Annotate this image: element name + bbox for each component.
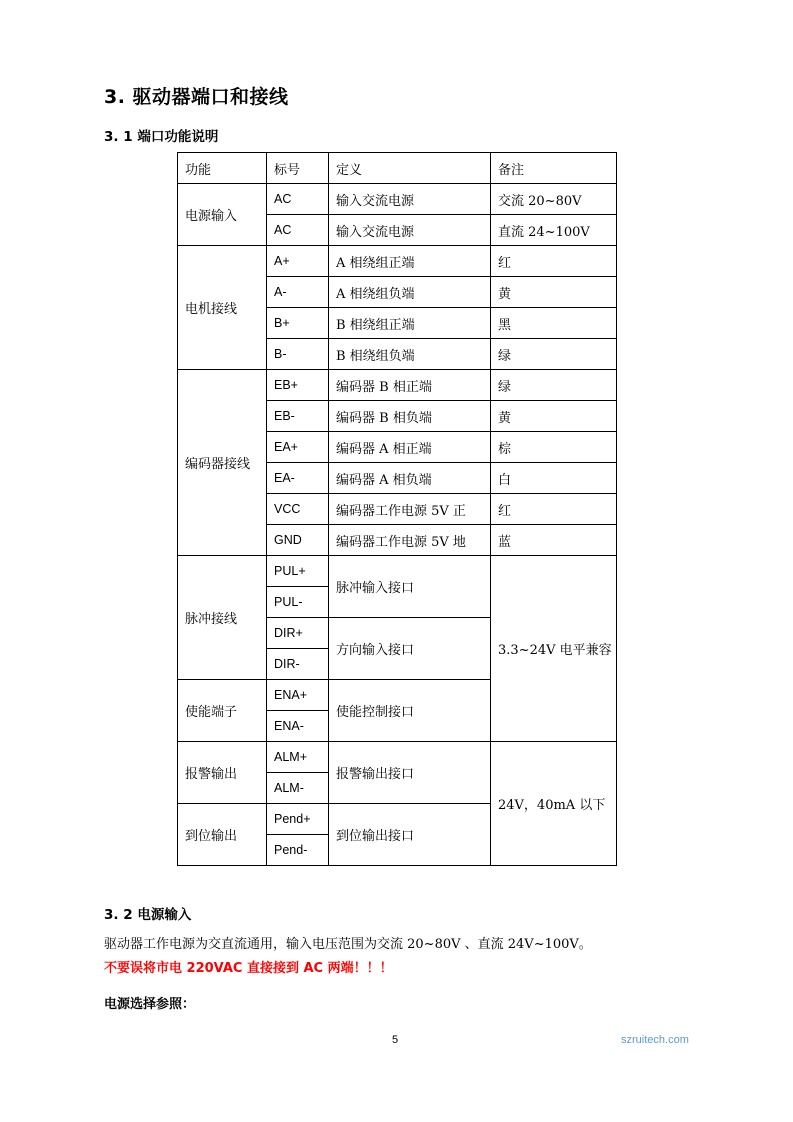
definition-cell: 编码器工作电源 5V 地 xyxy=(329,525,491,556)
page-number: 5 xyxy=(392,1034,399,1046)
function-cell: 到位输出 xyxy=(178,804,267,866)
function-cell: 电源输入 xyxy=(178,184,267,246)
label-cell: EA- xyxy=(267,463,329,494)
definition-cell: 输入交流电源 xyxy=(329,215,491,246)
mains-warning: 不要误将市电 220VAC 直接接到 AC 两端！！！ xyxy=(104,961,393,976)
label-cell: EB- xyxy=(267,401,329,432)
definition-cell: B 相绕组正端 xyxy=(329,308,491,339)
port-function-table xyxy=(177,152,617,866)
page-heading: 3. 驱动器端口和接线 xyxy=(104,86,289,108)
label-cell: ENA+ xyxy=(267,680,329,711)
note-cell: 绿 xyxy=(491,339,617,370)
header-definition: 定义 xyxy=(329,153,491,184)
label-cell: DIR+ xyxy=(267,618,329,649)
note-cell: 红 xyxy=(491,494,617,525)
definition-cell: B 相绕组负端 xyxy=(329,339,491,370)
function-cell: 编码器接线 xyxy=(178,370,267,556)
label-cell: AC xyxy=(267,184,329,215)
table-row xyxy=(178,370,617,401)
header-function: 功能 xyxy=(178,153,267,184)
definition-cell: 脉冲输入接口 xyxy=(329,556,491,618)
note-cell-output: 24V，40mA 以下 xyxy=(491,742,617,866)
table-header-row xyxy=(178,153,617,184)
label-cell: DIR- xyxy=(267,649,329,680)
label-cell: VCC xyxy=(267,494,329,525)
table-row xyxy=(178,184,617,215)
function-cell: 使能端子 xyxy=(178,680,267,742)
table-row xyxy=(178,742,617,773)
note-cell: 白 xyxy=(491,463,617,494)
header-label: 标号 xyxy=(267,153,329,184)
label-cell: AC xyxy=(267,215,329,246)
label-cell: Pend- xyxy=(267,835,329,866)
label-cell: A- xyxy=(267,277,329,308)
website-link[interactable]: szruitech.com xyxy=(621,1034,689,1046)
note-cell: 交流 20~80V xyxy=(491,184,617,215)
note-cell: 黑 xyxy=(491,308,617,339)
definition-cell: 编码器 A 相正端 xyxy=(329,432,491,463)
power-selection-reference-label: 电源选择参照： xyxy=(104,997,196,1012)
definition-cell: A 相绕组正端 xyxy=(329,246,491,277)
label-cell: Pend+ xyxy=(267,804,329,835)
note-cell: 绿 xyxy=(491,370,617,401)
label-cell: ALM- xyxy=(267,773,329,804)
label-cell: PUL+ xyxy=(267,556,329,587)
label-cell: PUL- xyxy=(267,587,329,618)
label-cell: ENA- xyxy=(267,711,329,742)
note-cell: 棕 xyxy=(491,432,617,463)
label-cell: EB+ xyxy=(267,370,329,401)
definition-cell: 编码器 A 相负端 xyxy=(329,463,491,494)
note-cell-signal: 3.3~24V 电平兼容 xyxy=(491,556,617,742)
label-cell: ALM+ xyxy=(267,742,329,773)
label-cell: GND xyxy=(267,525,329,556)
label-cell: B- xyxy=(267,339,329,370)
definition-cell: 编码器 B 相负端 xyxy=(329,401,491,432)
note-cell: 蓝 xyxy=(491,525,617,556)
label-cell: EA+ xyxy=(267,432,329,463)
label-cell: B+ xyxy=(267,308,329,339)
table-row xyxy=(178,556,617,587)
table-row xyxy=(178,246,617,277)
definition-cell: 报警输出接口 xyxy=(329,742,491,804)
definition-cell: 编码器 B 相正端 xyxy=(329,370,491,401)
power-input-paragraph: 驱动器工作电源为交直流通用，输入电压范围为交流 20~80V 、直流 24V~100V。 xyxy=(104,937,592,952)
function-cell: 电机接线 xyxy=(178,246,267,370)
definition-cell: 到位输出接口 xyxy=(329,804,491,866)
section-title-power-input: 3. 2 电源输入 xyxy=(104,907,192,923)
note-cell: 红 xyxy=(491,246,617,277)
definition-cell: 使能控制接口 xyxy=(329,680,491,742)
note-cell: 黄 xyxy=(491,277,617,308)
definition-cell: 编码器工作电源 5V 正 xyxy=(329,494,491,525)
definition-cell: 输入交流电源 xyxy=(329,184,491,215)
label-cell: A+ xyxy=(267,246,329,277)
note-cell: 黄 xyxy=(491,401,617,432)
definition-cell: A 相绕组负端 xyxy=(329,277,491,308)
header-note: 备注 xyxy=(491,153,617,184)
function-cell: 脉冲接线 xyxy=(178,556,267,680)
function-cell: 报警输出 xyxy=(178,742,267,804)
definition-cell: 方向输入接口 xyxy=(329,618,491,680)
note-cell: 直流 24~100V xyxy=(491,215,617,246)
section-title-port-functions: 3. 1 端口功能说明 xyxy=(104,129,219,145)
